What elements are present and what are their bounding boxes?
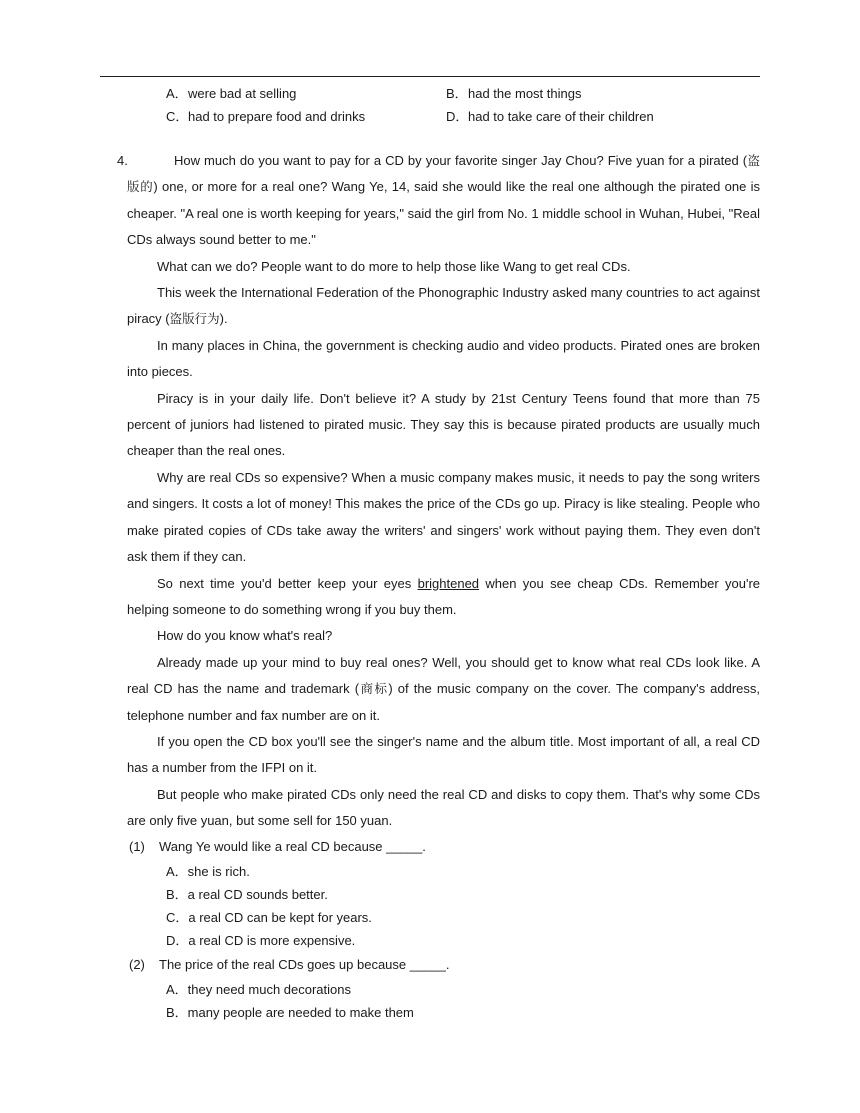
option-b[interactable]: B．a real CD sounds better. [166,887,328,902]
paragraph-5: Piracy is in your daily life. Don't believe it? A study by 21st Century Teens found that more than 75 percent of juniors had listened to pirated music. They say this is because pirated products are usually much cheaper than the real ones. [127,390,760,459]
option-b[interactable]: B．many people are needed to make them [166,1005,414,1020]
question-4-passage [117,148,760,835]
option-c[interactable] [166,105,446,128]
question-number: 4. [117,153,128,168]
sub-question-text: The price of the real CDs goes up because _____. [159,957,450,972]
sub-question-1-options [166,860,666,952]
option-a[interactable]: A．they need much decorations [166,982,351,997]
header-rule [100,76,760,77]
option-text: had the most things [468,86,582,101]
paragraph-2: What can we do? People want to do more to help those like Wang to get real CDs. [157,258,631,274]
paragraph-3: This week the International Federation of the Phonographic Industry asked many countries to act against piracy (盗版行为). [127,285,760,327]
sub-question-2 [129,954,769,976]
paragraph-7: So next time you'd better keep your eyes brightened when you see cheap CDs. Remember you're helping someone to do something wrong if you buy them. [127,575,761,617]
option-a[interactable]: A．she is rich. [166,864,250,879]
paragraph-9: Already made up your mind to buy real ones? Well, you should get to know what real CDs look like. A real CD has the name and trademark (商标) of the music company on the cover. The company's address, telephone number and fax number are on it. [127,654,760,723]
option-b[interactable] [446,82,726,105]
sub-question-1 [129,836,769,858]
option-c[interactable]: C．a real CD can be kept for years. [166,910,372,925]
option-text: had to prepare food and drinks [188,109,366,124]
sub-question-number: (2) [129,957,145,972]
paragraph-4: In many places in China, the government is checking audio and video products. Pirated ones are broken into pieces. [127,337,760,380]
paragraph-1: How much do you want to pay for a CD by your favorite singer Jay Chou? Five yuan for a pirated (盗版的) one, or more for a real one? Wang Ye, 14, said she would like the real one although the pirated one is cheaper. "A real one is worth keeping for years," said the girl from No. 1 middle school in Wuhan, Hubei, "Real CDs always sound better to me." [127,153,760,248]
paragraph-10: If you open the CD box you'll see the singer's name and the album title. Most important of all, a real CD has a number from the IFPI on it. [127,733,760,776]
paragraph-11: But people who make pirated CDs only need the real CD and disks to copy them. That's why some CDs are only five yuan, but some sell for 150 yuan. [127,786,760,829]
option-a[interactable] [166,82,446,105]
option-text: had to take care of their children [468,109,654,124]
option-letter: C． [166,109,189,124]
sub-question-text: Wang Ye would like a real CD because _____. [159,839,426,854]
option-letter: D． [446,109,469,124]
sub-question-2-options [166,978,666,1024]
option-letter: B． [446,86,468,101]
previous-question-options [166,82,726,128]
paragraph-6: Why are real CDs so expensive? When a music company makes music, it needs to pay the song writers and singers. It costs a lot of money! This makes the price of the CDs go up. Piracy is like stealing. People who make pirated copies of CDs take away the writers' and singers' work without paying them. They even don't ask them if they can. [127,469,760,565]
paragraph-8: How do you know what's real? [157,628,333,644]
option-d[interactable]: D．a real CD is more expensive. [166,933,356,948]
option-d[interactable] [446,105,726,128]
option-text: were bad at selling [188,86,297,101]
option-letter: A． [166,86,188,101]
underlined-word: brightened [417,575,480,591]
sub-question-number: (1) [129,839,145,854]
